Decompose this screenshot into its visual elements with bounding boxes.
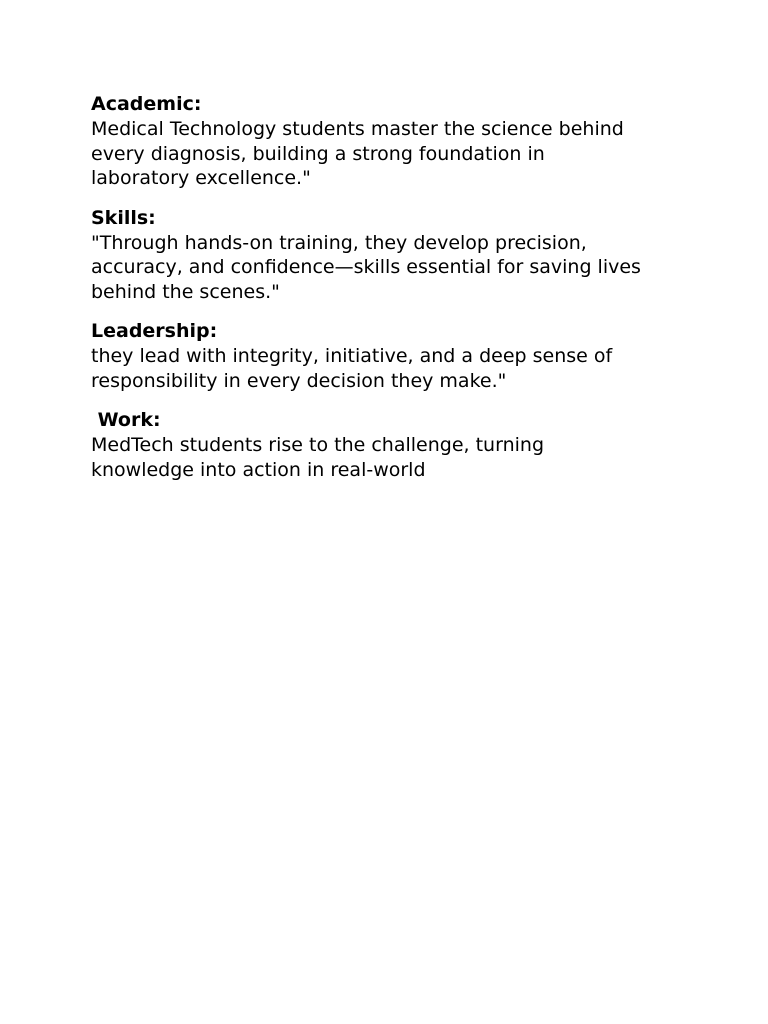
text-line: responsibility in every decision they make." (91, 369, 507, 392)
section-work (91, 408, 691, 482)
section-body (91, 231, 691, 305)
section-body (91, 344, 691, 393)
section-skills (91, 206, 691, 305)
section-heading: Academic: (91, 93, 202, 115)
text-line: MedTech students rise to the challenge, turning (91, 434, 545, 456)
section-heading: Work: (91, 409, 161, 431)
section-body (91, 117, 691, 191)
text-line: Medical Technology students master the science behind (91, 118, 624, 140)
section-heading: Leadership: (91, 320, 218, 342)
text-line: knowledge into action in real-world (91, 458, 426, 481)
text-line: laboratory excellence." (91, 167, 311, 189)
section-academic (91, 92, 691, 191)
section-leadership (91, 319, 691, 393)
text-line: accuracy, and confidence—skills essential for saving lives (91, 256, 641, 278)
section-body (91, 433, 691, 482)
text-line: every diagnosis, building a strong foundation in (91, 142, 545, 165)
document-page (91, 92, 691, 497)
section-heading: Skills: (91, 206, 156, 229)
text-line: "Through hands-on training, they develop precision, (91, 231, 587, 254)
text-line: they lead with integrity, initiative, and a deep sense of (91, 345, 613, 367)
text-line: behind the scenes." (91, 280, 280, 303)
